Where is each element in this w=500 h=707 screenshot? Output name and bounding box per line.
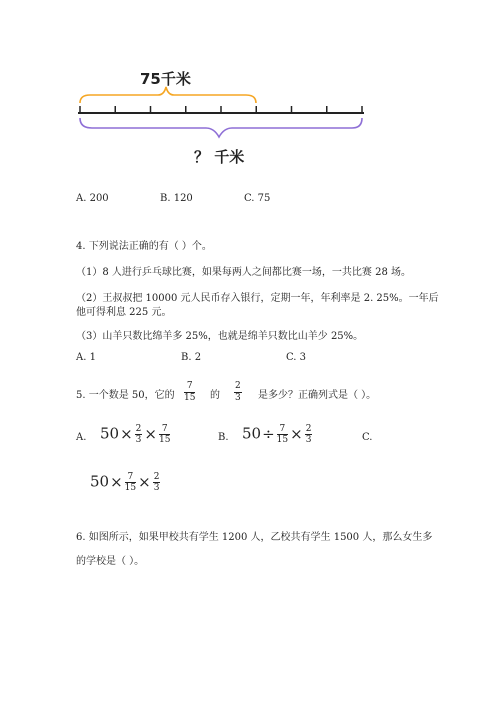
q5-a-frac1-den: 3 xyxy=(135,435,142,445)
q5-a-whole: 50 xyxy=(100,424,120,443)
q5-c-frac1 xyxy=(125,472,136,493)
q4-option-b[interactable]: B. 2 xyxy=(181,352,202,363)
q5-frac1-numerator: 7 xyxy=(184,381,195,393)
number-line-ticks xyxy=(80,106,362,113)
q6-line-1: 6. 如图所示，如果甲校共有学生 1200 人，乙校共有学生 1500 人，那么女生多 xyxy=(76,532,433,543)
q5-a-frac2 xyxy=(159,424,170,445)
q4-statement-1: （1）8 人进行乒乓球比赛，如果每两人之间都比赛一场，一共比赛 28 场。 xyxy=(76,267,411,278)
q5-a-frac1-num: 2 xyxy=(135,424,142,434)
q5-a-frac2-den: 15 xyxy=(158,435,171,445)
q5-option-b-expression[interactable] xyxy=(242,424,313,445)
q4-statement-3: （3）山羊只数比绵羊多 25%，也就是绵羊只数比山羊少 25%。 xyxy=(76,331,364,342)
q5-c-frac1-den: 15 xyxy=(124,483,137,493)
q5-frac1-denominator: 15 xyxy=(184,393,196,403)
q5-stem-mid: 的 xyxy=(210,390,220,401)
q5-c-frac2-num: 2 xyxy=(153,472,160,482)
q4-stem: 4. 下列说法正确的有（ ）个。 xyxy=(76,241,212,252)
q3-option-c[interactable]: C. 75 xyxy=(244,193,271,204)
q5-b-op1: ÷ xyxy=(262,424,275,443)
q5-a-frac1 xyxy=(135,424,143,445)
q5-c-frac2 xyxy=(153,472,161,493)
q5-fraction-7-15 xyxy=(184,381,195,404)
q5-a-op2: × xyxy=(144,424,157,443)
q5-stem-end: 是多少？正确列式是（ ）。 xyxy=(258,390,377,401)
top-brace xyxy=(80,87,256,103)
q5-option-c-expression[interactable] xyxy=(90,472,161,493)
q5-c-op1: × xyxy=(110,472,123,491)
q4-statement-2-line2: 他可得利息 225 元。 xyxy=(76,307,172,318)
q5-c-whole: 50 xyxy=(90,472,110,491)
q4-statement-2-line1: （2）王叔叔把 10000 元人民币存入银行，定期一年，年利率是 2. 25%。一年后 xyxy=(76,293,439,304)
q5-a-op1: × xyxy=(120,424,133,443)
q5-b-op2: × xyxy=(290,424,303,443)
q5-option-c-label[interactable]: C. xyxy=(362,432,373,443)
q5-b-frac2 xyxy=(305,424,313,445)
q5-b-frac2-num: 2 xyxy=(305,424,312,434)
q5-option-a-expression[interactable] xyxy=(100,424,171,445)
q5-b-whole: 50 xyxy=(242,424,262,443)
q3-option-a[interactable]: A. 200 xyxy=(76,193,109,204)
q3-option-b[interactable]: B. 120 xyxy=(160,193,193,204)
q5-frac2-numerator: 2 xyxy=(235,381,241,391)
q5-stem-start: 5. 一个数是 50，它的 xyxy=(76,390,175,401)
q5-fraction-2-3 xyxy=(234,381,242,404)
q4-option-a[interactable]: A. 1 xyxy=(76,352,96,363)
q5-c-op2: × xyxy=(138,472,151,491)
figure-top-label: 75千米 xyxy=(140,70,191,88)
q5-c-frac2-den: 3 xyxy=(153,483,160,493)
number-line-figure xyxy=(0,80,500,240)
q5-frac2-denominator: 3 xyxy=(235,393,241,403)
figure-bottom-label: ？ 千米 xyxy=(194,148,245,166)
q6-line-2: 的学校是（ ）。 xyxy=(76,556,145,567)
q4-option-c[interactable]: C. 3 xyxy=(286,352,307,363)
q5-b-frac1 xyxy=(277,424,288,445)
q5-b-frac2-den: 3 xyxy=(305,435,312,445)
q5-b-frac1-den: 15 xyxy=(276,435,289,445)
q5-c-frac1-num: 7 xyxy=(125,472,136,483)
q5-option-b-label[interactable]: B. xyxy=(218,432,229,443)
q5-a-frac2-num: 7 xyxy=(159,424,170,435)
q5-option-a-label[interactable]: A. xyxy=(76,432,87,443)
bottom-brace xyxy=(80,118,362,137)
q5-b-frac1-num: 7 xyxy=(277,424,288,435)
